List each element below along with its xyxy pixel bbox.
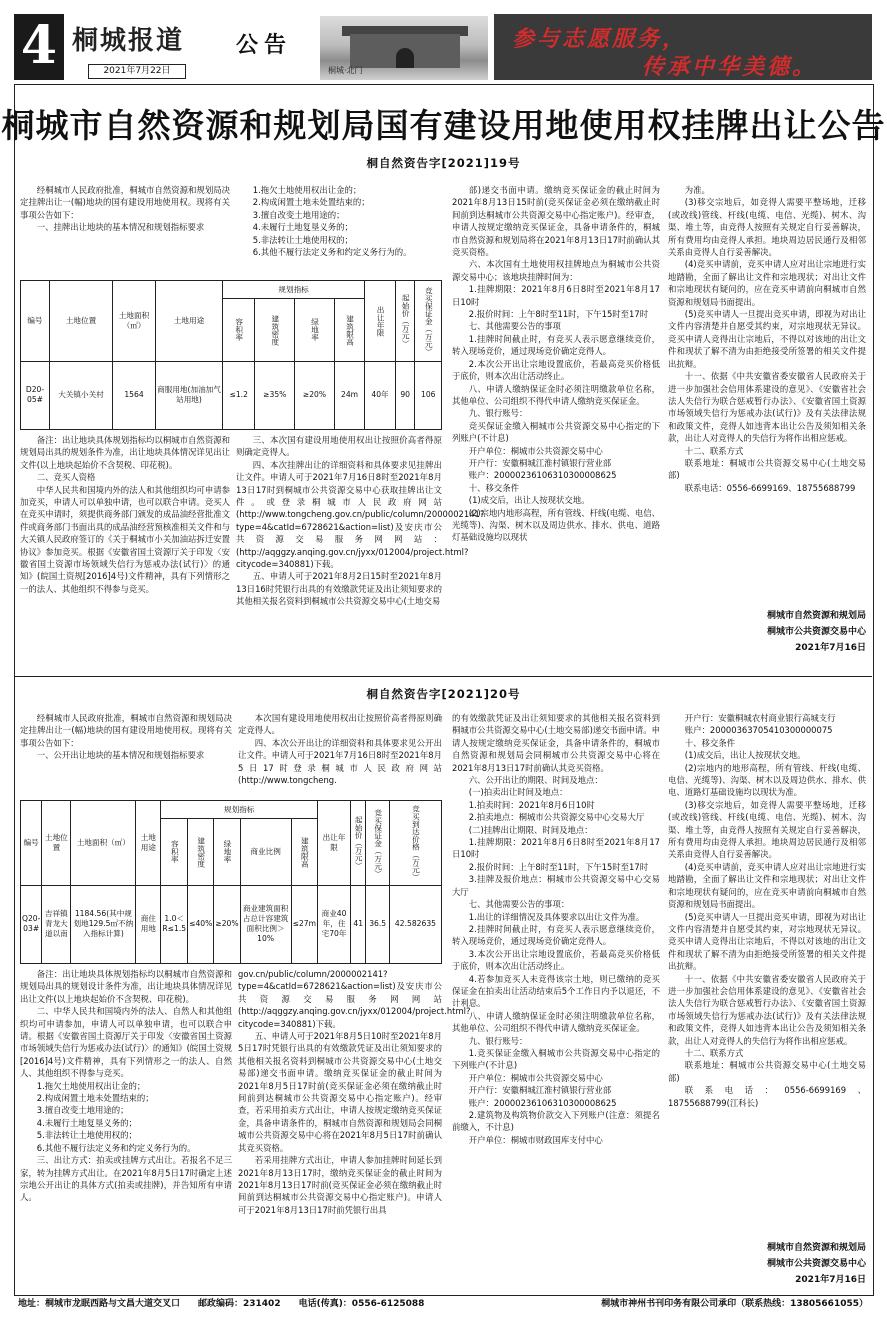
paragraph: (4)竞买申请前，竞买申请人应对出让宗地进行实地踏勘，全面了解出让文件和宗地现状；对出让文件和宗地现状有疑问的，应在竞买申请前向桐城市自然资源和规划局书面提出。: [668, 259, 866, 307]
paragraph: 4.未履行土地复垦义务的；: [36, 1117, 137, 1128]
paragraph: (4)竞买申请前，竞买申请人应对出让宗地进行实地踏勘，全面了解出让文件和宗地现状；对出让文件和宗地现状有疑问的，应在竞买申请前向桐城市自然资源和规划局书面提出。: [668, 861, 866, 910]
paragraph: 十二、联系方式: [684, 1047, 744, 1058]
paragraph: 2.挂牌时间截止时，有竞买人表示愿意继续竞价，转入现场竞价，通过现场竞价确定竞得人。: [452, 923, 660, 947]
page-footer: [14, 1296, 872, 1312]
notice-1-col-4: [668, 184, 866, 494]
paragraph: 竞买保证金缴入桐城市公共资源交易中心指定的下列账户(不计息): [452, 420, 660, 444]
th-height: 建筑限高: [291, 819, 317, 885]
paragraph: 三、本次国有建设用地使用权出让按照价高者得原则确定竞得人。: [236, 435, 442, 458]
paragraph: 联系电话：0556-6699169、18755688799(江科长): [668, 1085, 866, 1108]
paragraph: (5)竞买申请人一旦提出竞买申请，即视为对出让文件内容清楚并自愿受其约束，对宗地现状无异议。竞买申请人竞得出让宗地后，不得以对该地的出让文件和现状了解不清为由拒绝接受所签署的相关文件提出抗辩。: [668, 911, 866, 972]
th-use: 土地用途: [156, 281, 223, 362]
paragraph: (3)移交宗地后，如竞得人需要平整场地，迁移(或改线)管线、杆线(电缆、电信、光缆)、树木、沟渠、堆土等，由竞得人按照有关规定自行妥善解决，所有费用均由竞得人承担。地块周边居民通行及相邻关系由竞得人自行妥善解决。: [668, 197, 866, 258]
paragraph: (5)竞买申请人一旦提出竞买申请，即视为对出让文件内容清楚并自愿受其约束，对宗地现状无异议。竞买申请人竞得出让宗地后，不得以对该地的出让文件和现状了解不清为由拒绝接受所签署的相关文件提出抗辩。: [668, 309, 866, 369]
paragraph: 2.建筑物及构筑物价款交入下列账户(注意：须提名前缴入，不计息): [452, 1110, 660, 1133]
cell: ≤40%: [188, 885, 214, 963]
paragraph: 1.拖欠土地使用权出让金的；: [36, 1080, 146, 1091]
paragraph: 3.擅自改变土地用途的；: [252, 209, 345, 220]
notice-2-doc-number: 桐自然资告字[2021]20号: [366, 687, 521, 701]
cell: 106: [415, 361, 442, 429]
table-row: [21, 361, 442, 429]
footer-printer: 桐城市神州书刊印务有限公司承印（联系热线：13805661055）: [601, 1299, 868, 1309]
notice-2-signature: [668, 1240, 866, 1288]
paragraph: 六、本次国有土地使用权挂牌地点为桐城市公共资源交易中心；该地块挂牌时间为：: [452, 259, 660, 282]
cell: 36.5: [366, 885, 390, 963]
cell: ≥35%: [255, 361, 295, 429]
paragraph: 3.擅自改变土地用途的；: [36, 1105, 129, 1116]
paragraph: (2)宗地内地形高程，所有管线、杆线(电缆、电信、光缆等)、沟渠、树木以及周边供水、排水、供电、道路灯基础设施均以现状: [452, 507, 660, 543]
th-density: 建筑密度: [255, 299, 295, 361]
paragraph: 开户单位：桐城市财政国库支付中心: [468, 1134, 603, 1145]
th-location: 土地位置: [50, 281, 113, 362]
paragraph: 九、银行账号：: [468, 1035, 528, 1046]
cell: 商住用地: [136, 885, 161, 963]
paragraph: gov.cn/public/column/2000002141?type=4&catId=6728621&action=list)及安庆市公共资源交易服务网网站(http://aqggzy.anqing.gov.cn/jyxx/012004/project.html?citycode=340881)下载。: [238, 969, 471, 1029]
cell: 商业建筑面积占总计容建筑面积比例＞10%: [240, 885, 291, 963]
paragraph: 二、竞买人资格: [36, 472, 96, 483]
paragraph: 十、移交条件: [684, 737, 736, 748]
notice-2-col-2-top: [238, 712, 442, 786]
paper-name: 桐城报道: [72, 26, 185, 56]
paragraph: (3)移交宗地后，如竞得人需要平整场地，迁移(或改线)管线、杆线(电缆、电信、光缆)、树木、沟渠、堆土等，由竞得人按照有关规定自行妥善解决，所有费用均由竞得人承担。地块周边居民通行及相邻关系由竞得人自行妥善解决。: [668, 799, 866, 860]
th-green: 绿地率: [295, 299, 335, 361]
th-planning: 规划指标: [223, 281, 365, 299]
paragraph: 联系地址：桐城市公共资源交易中心(土地交易部): [668, 1060, 866, 1083]
paragraph: (一)拍卖出让时间及地点：: [468, 787, 568, 798]
table-row: [21, 885, 442, 963]
notice-divider: [14, 676, 872, 677]
paragraph: 1.出让的详细情况及具体要求以出让文件为准。: [468, 911, 645, 922]
th-use: 土地用途: [136, 801, 161, 886]
paragraph: 开户单位：桐城市公共资源交易中心: [468, 445, 603, 456]
th-id: 编号: [21, 801, 42, 886]
th-planning: 规划指标: [161, 801, 318, 819]
notice-2-col-1-top: [20, 712, 232, 762]
paragraph: 1.竞买保证金缴入桐城市公共资源交易中心指定的下列账户(不计息): [452, 1047, 660, 1071]
paragraph: 七、其他需要公告的事项: [468, 321, 561, 332]
issue-date: 2021年7月22日: [88, 64, 186, 79]
paragraph: (1)成交后，出让人按现状交地。: [468, 495, 590, 506]
th-building-price: 竞买到达价格（万元）: [389, 801, 441, 886]
th-area: 土地面积（㎡）: [71, 801, 136, 886]
th-deposit: 竞买保证金（万元）: [366, 801, 390, 886]
footer-address: 地址：桐城市龙眠西路与文昌大道交叉口 邮政编码：231402 电话(传真)：0556-6125088: [18, 1299, 425, 1309]
cell: 41: [351, 885, 366, 963]
notice-1-doc-number: 桐自然资告字[2021]19号: [366, 156, 521, 170]
th-area: 土地面积（㎡）: [113, 281, 156, 362]
th-start-price: 起始价（万元）: [395, 281, 415, 362]
paragraph: 联系电话：0556-6699169、18755688799: [684, 482, 856, 493]
paragraph: 2.构成闲置土地未处置结束的；: [252, 197, 370, 208]
th-far: 容积率: [161, 819, 188, 885]
paragraph: 本次国有建设用地使用权出让按照价高者得原则确定竞得人。: [238, 713, 442, 736]
paragraph: 若采用挂牌方式出让，申请人参加挂牌时间延长到2021年8月13日17时，缴纳竞买保证金的截止时间为2021年8月13日17时前(竞买保证金必须在缴纳截止时间前到达桐城市公共资源交易中心指定账户)。申请人可于2021年8月13日17时前凭银行出具: [238, 1155, 442, 1215]
cell: Q20-03#: [21, 885, 42, 963]
paragraph: 联系地址：桐城市公共资源交易中心(土地交易部): [668, 457, 866, 481]
notice-2-col-3: [452, 712, 660, 1146]
paragraph: 1.拖欠土地使用权出让金的；: [252, 185, 362, 195]
paragraph: 5.非法转让土地使用权的；: [252, 234, 353, 245]
paragraph: 八、申请人缴纳保证金时必须注明缴款单位名称，其他单位、公司组织不得代申请人缴纳竞买保证金。: [452, 1010, 660, 1034]
paragraph: 2.报价时间：上午8时至11时，下午15时至17时: [468, 861, 649, 872]
slogan-line-2: 传承中华美德。: [642, 54, 818, 80]
cell: 大关镇小关村: [50, 361, 113, 429]
paragraph: 备注：出让地块具体规划指标均以桐城市自然资源和规划局出具的规划条件为准，出让地块具体情况详见出让文件(以上地块起始价不含契税、印花税)。: [20, 435, 230, 470]
th-location: 土地位置: [42, 801, 71, 886]
cell: ≥20%: [214, 885, 240, 963]
signature-line: 桐城市自然资源和规划局: [766, 611, 866, 621]
paragraph: 2.本次公开出让宗地设置底价，若最高竞买价格低于底价，则本次出让活动终止。: [452, 358, 660, 382]
paragraph: 五、申请人可于2021年8月2日15时至2021年8月13日16时凭银行出具的有效缴款凭证及出让须知要求的其他相关报名资料到桐城市公共资源交易中心(土地交易: [236, 571, 442, 607]
cell: 1184.56(其中规划地129.5㎡不纳入指标计算): [71, 885, 136, 963]
paragraph: 的有效缴款凭证及出让须知要求的其他相关报名资料到桐城市公共资源交易中心(土地交易部)递交书面申请。申请人按规定缴纳竞买保证金，具备申请条件的，桐城市自然资源和规划局会同桐城市公共资源交易中心将在2021年8月13日17时前确认其竞买资格。: [452, 713, 660, 773]
cell: 1.0＜R≤1.5: [161, 885, 188, 963]
paragraph: 账户：2000023610631030000862​5: [468, 470, 617, 481]
paragraph: 十二、联系方式: [684, 445, 744, 456]
paragraph: 经桐城市人民政府批准，桐城市自然资源和规划局决定挂牌出让一(幅)地块的国有建设用地使用权。现将有关事项公告如下：: [20, 185, 230, 220]
th-id: 编号: [21, 281, 50, 362]
th-term: 出让年限: [365, 281, 396, 362]
cell: 吉祥镇青龙大道以南: [42, 885, 71, 963]
paragraph: 十一、依据《中共安徽省委安徽省人民政府关于进一步加强社会信用体系建设的意见》、《安徽省社会法人失信行为联合惩戒暂行办法》、《安徽省国土资源市场领域失信行为惩戒办法(试行)》及有关法律法规和政策文件，竞得人如违背本出让公告及须知相关条款，出让人对竞得人的失信行为将作出相应惩戒。: [668, 371, 866, 444]
photo-caption: 桐城·北门: [328, 66, 363, 75]
th-height: 建筑限高: [334, 299, 364, 361]
paragraph: 二、中华人民共和国境内外的法人、自然人和其他组织均可申请参加，申请人可以单独申请，也可以联合申请。根据《安徽省国土资源厅关于印发〈安徽省国土资源市场领域失信行为惩戒办法(试行)〉的通知》(皖国土资规[2016]4号)文件精神，具有下列情形之一的法人、自然人、其他组织不得参与竞买。: [20, 1006, 232, 1079]
paragraph: 1.挂牌期限：2021年8月6日8时至2021年8月17日10时: [452, 837, 660, 860]
paragraph: (二)挂牌出让期限、时间及地点：: [468, 824, 593, 835]
notice-1-col-2-bottom: [236, 434, 485, 608]
main-title: 桐城市自然资源和规划局国有建设用地使用权挂牌出让公告: [1, 106, 886, 145]
paragraph: 4.未履行土地复垦义务的；: [252, 222, 353, 233]
paragraph: 六、公开出让的期限、时间及地点：: [468, 775, 603, 786]
paragraph: 四、本次挂牌出让的详细资料和具体要求见挂牌出让文件。申请人可于2021年7月16日8时至2021年8月13日17时到桐城市公共资源交易中心获取挂牌出让文件。或登录桐城市人民政府网站(http://www.tongcheng.gov.cn/public/column/2000002141?type=4&catId=6728621&action=list)及安庆市公共资源交易服务网网站：(http://aqggzy.anqing.gov.cn/jyxx/012004/project.html?citycode=340881)下载。: [236, 459, 485, 570]
notice-2-col-4: [668, 712, 866, 1109]
paragraph: 5.非法转让土地使用权的；: [36, 1130, 137, 1141]
paragraph: 2.拍卖地点：桐城市公共资源交易中心交易大厅: [468, 812, 645, 823]
cell: D20-05#: [21, 361, 50, 429]
cell: 商业40年，住宅70年: [318, 885, 351, 963]
paragraph: 八、申请人缴纳保证金时必须注明缴款单位名称，其他单位、公司组织不得代申请人缴纳竞买保证金。: [452, 383, 660, 406]
th-green: 绿地率: [214, 819, 240, 885]
paragraph: (1)成交后，出让人按现状交地。: [684, 750, 806, 761]
paragraph: 6.其他不履行法定义务和约定义务行为的。: [252, 247, 412, 258]
cell: 90: [395, 361, 415, 429]
paragraph: 账户：2000023610631030000862​5: [468, 1097, 617, 1108]
notice-1-col-2-top: [236, 184, 442, 258]
notice-1-col-1-bottom: [20, 434, 230, 595]
paragraph: 经桐城市人民政府批准，桐城市自然资源和规划局决定挂牌出让一(幅)地块的国有建设用地使用权。现将有关事项公告如下：: [20, 713, 232, 748]
cell: 商服用地(加油加气站用地): [156, 361, 223, 429]
notice-1-plot-table: [20, 280, 442, 430]
slogan-line-1: 参与志愿服务，: [512, 26, 688, 52]
paragraph: 2.报价时间：上午8时至11时，下午15时至17时: [468, 309, 649, 320]
signature-line: 2021年7月16日: [795, 1275, 866, 1285]
paragraph: 中华人民共和国境内外的法人和其他组织均可申请参加竞买，申请人可以单独申请，也可以联合申请。竞买人在竞买申请时，须提供商务部门颁发的成品油经营批准文件或商务部门书面出具的成品油经营预核准相关文件和与大关镇人民政府签订的《关于桐城市小关加油站拆迁安置协议》参加竞买。根据《安徽省国土资源厅关于印发〈安徽省国土资源市场领域失信行为惩戒办法(试行)〉的通知》(皖国土资规[2016]4号)文件精神，具有下列情形之一的法人、其他组织不得参与竞买。: [20, 484, 230, 594]
paragraph: 1.挂牌时间截止时，有竞买人表示愿意继续竞价，转入现场竞价，通过现场竞价确定竞得人。: [452, 333, 660, 357]
paragraph: 一、公开出让地块的基本情况和规划指标要求: [36, 750, 205, 761]
paragraph: 九、银行账号：: [468, 408, 528, 419]
th-far: 容积率: [223, 299, 255, 361]
paragraph: 十、移交条件: [468, 482, 520, 493]
signature-line: 桐城市公共资源交易中心: [766, 627, 866, 637]
paragraph: 一、挂牌出让地块的基本情况和规划指标要求: [36, 222, 205, 233]
paragraph: 开户行：安徽桐城江淮村镇银行营业部: [468, 1085, 612, 1096]
paragraph: 4.若参加竞买人未竞得该宗土地，则已缴纳的竞买保证金在拍卖出让活动结束后5个工作日内予以退还，不计利息。: [452, 973, 660, 1009]
notice-2-col-1-bottom: [20, 968, 232, 1204]
paragraph: 十一、依据《中共安徽省委安徽省人民政府关于进一步加强社会信用体系建设的意见》、《安徽省社会法人失信行为联合惩戒暂行办法》、《安徽省国土资源市场领域失信行为惩戒办法(试行)》及有关法律法规和政策文件，竞得人如违背本出让公告及须知相关条款，出让人对竞得人的失信行为将作出相应惩戒。: [668, 973, 866, 1046]
paragraph: 开户行：安徽桐城江淮村镇银行营业部: [468, 457, 612, 468]
paragraph: (2)宗地内的地形高程，所有管线、杆线(电缆、电信、光缆等)、沟渠、树木以及周边供水、排水、供电、道路灯基础设施均以现状为准。: [668, 762, 866, 798]
th-start-price: 起始价（万元）: [351, 801, 366, 886]
paragraph: 3.挂牌及报价地点：桐城市公共资源交易中心交易大厅: [452, 874, 660, 897]
paragraph: 三、出让方式：拍卖或挂牌方式出让。若报名不足三家，转为挂牌方式出让。在2021年8月5日17时确定上述宗地公开出让的具体方式(拍卖或挂牌)，并告知所有申请人。: [20, 1155, 232, 1203]
signature-line: 桐城市公共资源交易中心: [766, 1259, 866, 1269]
paragraph: 开户行：安徽桐城农村商业银行高城支行: [684, 713, 836, 723]
paragraph: 开户单位：桐城市公共资源交易中心: [468, 1072, 603, 1083]
notice-1-signature: [668, 608, 866, 656]
paragraph: 2.构成闲置土地未处置结束的；: [36, 1093, 154, 1104]
paragraph: 1.拍卖时间：2021年8月6日10时: [468, 799, 595, 810]
paragraph: 账户：20000363705410300000075: [684, 725, 833, 736]
paragraph: 部)递交书面申请。缴纳竞买保证金的截止时间为2021年8月13日15时前(竞买保证金必须在缴纳截止时间前到达桐城市公共资源交易中心指定账户)。经审查，申请人按规定缴纳竞买保证金，具备申请条件的，桐城市自然资源和规划局将在2021年8月13日17时前确认其竞买资格。: [452, 185, 660, 258]
notice-1-col-3: [452, 184, 660, 544]
th-deposit: 竞买保证金（万元）: [415, 281, 442, 362]
paragraph: 四、本次公开出让的详细资料和具体要求见公开出让文件。申请人可于2021年7月16日8时至2021年8月5日17时登录桐城市人民政府网站(http://www.tongcheng.: [238, 737, 442, 786]
th-commercial: 商业比例: [240, 819, 291, 885]
paragraph: 为准。: [684, 185, 710, 195]
header-photo: [320, 16, 488, 80]
cell: 42.582635: [389, 885, 441, 963]
notice-2-col-2-bottom: [238, 968, 471, 1216]
th-density: 建筑密度: [188, 819, 214, 885]
paragraph: 1.挂牌期限：2021年8月6日8时至2021年8月17日10时: [452, 284, 660, 307]
cell: ≤1.2: [223, 361, 255, 429]
cell: ≤27m: [291, 885, 317, 963]
cell: 40年: [365, 361, 396, 429]
paragraph: 6.其他不履行法定义务和约定义务行为的。: [36, 1142, 196, 1153]
cell: 1564: [113, 361, 156, 429]
notice-1-col-1-top: [20, 184, 230, 234]
signature-line: 2021年7月16日: [795, 643, 866, 653]
cell: 24m: [334, 361, 364, 429]
paragraph: 3.本次公开出让宗地设置底价，若最高竞买价格低于底价，则本次出让活动终止。: [452, 948, 660, 972]
paragraph: 七、其他需要公告的事项：: [468, 899, 570, 910]
cell: ≥20%: [295, 361, 335, 429]
notice-2-plot-table: [20, 800, 442, 964]
gate-tower: [350, 34, 460, 68]
paragraph: 备注：出让地块具体规划指标均以桐城市自然资源和规划局出具的规划设计条件为准，出让地块具体情况详见出让文件(以上地块起始价不含契税、印花税)。: [20, 969, 232, 1004]
th-term: 出让年限: [318, 801, 351, 886]
section-name: 公告: [236, 33, 293, 58]
page-number: 4: [14, 14, 64, 80]
paragraph: 五、申请人可于2021年8月5日10时至2021年8月5日17时凭银行出具的有效缴款凭证及出让须知要求的其他相关报名资料到桐城市公共资源交易中心(土地交易部)递交书面申请。缴纳竞买保证金的截止时间为2021年8月5日17时前(竞买保证金必须在缴纳截止时间前到达桐城市公共资源交易中心指定账户)。经审查，若采用拍卖方式出让，申请人按规定缴纳竞买保证金，具备申请条件的，桐城市自然资源和规划局会同桐城市公共资源交易中心将在2021年8月5日17时前确认其竞买资格。: [238, 1031, 442, 1153]
signature-line: 桐城市自然资源和规划局: [766, 1243, 866, 1253]
